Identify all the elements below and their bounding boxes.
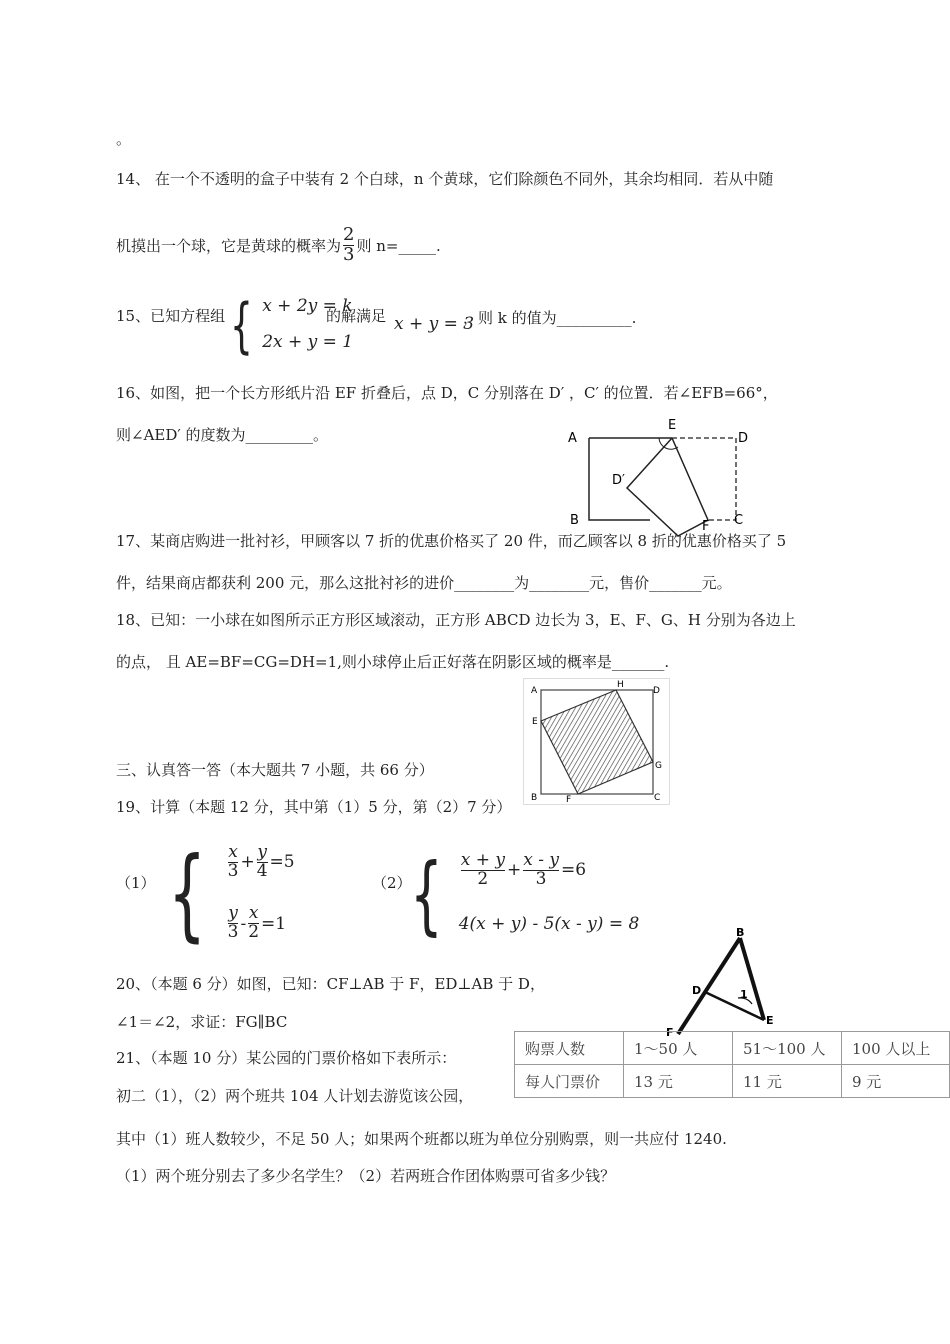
q15-suffix: ，则 k 的值为__________. (463, 309, 637, 327)
label-C: C (734, 513, 744, 528)
q14-line2 (116, 226, 441, 265)
sq-label-D: D (653, 686, 660, 696)
table-row (515, 1065, 950, 1098)
sq-label-G: G (655, 761, 662, 771)
sq-label-A: A (531, 686, 538, 696)
shaded-square-figure (523, 678, 671, 806)
q19-part1-label: （1） (116, 874, 156, 892)
label-E: E (668, 418, 677, 433)
q16-line2: 则∠AED′ 的度数为_________。 (116, 426, 329, 444)
label-B: B (570, 513, 579, 528)
sq-label-B: B (531, 793, 538, 803)
table-cell: 100 人以上 (842, 1032, 950, 1065)
q19-p2-eq2: 4(x + y) - 5(x - y) = 8 (458, 914, 640, 934)
q15-eq1: x + 2y = k (262, 296, 353, 316)
section3-heading: 三、认真答一答（本大题共 7 小题，共 66 分） (116, 761, 434, 779)
q19-part2-label: （2） (372, 874, 412, 892)
frac-den: 4 (256, 860, 268, 881)
q21-line3: 其中（1）班人数较少，不足 50 人；如果两个班都以班为单位分别购票，则一共应付 1240. (116, 1130, 727, 1148)
q21-line4: （1）两个班分别去了多少名学生？（2）若两班合作团体购票可省多少钱？ (116, 1167, 616, 1185)
q14-line2-prefix: 机摸出一个球，它是黄球的概率为 (116, 236, 342, 255)
q21-line2: 初二（1），（2）两个班共 104 人计划去游览该公园， (116, 1087, 474, 1105)
frac-den: 3 (227, 922, 239, 943)
table-cell: 9 元 (842, 1065, 950, 1098)
label-D: D (738, 431, 749, 446)
q19-p1-eq2 (226, 905, 295, 942)
tri-label-D: D (692, 984, 702, 997)
rhs: =6 (560, 860, 587, 881)
q14-line1: 14、 在一个不透明的盒子中装有 2 个白球，n 个黄球，它们除颜色不同外，其余均相同．若从中随 (116, 170, 774, 188)
tri-label-B: B (736, 926, 745, 939)
op-minus: - (240, 913, 247, 934)
frac-num: y (257, 842, 267, 862)
frac-den: 2 (248, 922, 260, 943)
frac-den: 3 (535, 868, 547, 889)
label-A: A (568, 431, 577, 446)
q19-p1-eq1 (226, 844, 295, 881)
q19-p2-eq1 (459, 852, 640, 889)
q16-line1: 16、如图，把一个长方形纸片沿 EF 折叠后，点 D，C 分别落在 D′ ，C′ 的位置．若∠EFB=66°， (116, 384, 778, 402)
op-plus: + (240, 852, 255, 873)
table-cell: 购票人数 (515, 1032, 624, 1065)
frac-num: x + y (460, 850, 505, 870)
q17-line2: 件，结果商店都获利 200 元，那么这批衬衫的进价________为________元，售价_______元。 (116, 574, 732, 592)
table-cell: 1～50 人 (624, 1032, 733, 1065)
q21-line1: 21、（本题 10 分）某公园的门票价格如下表所示： (116, 1049, 457, 1067)
q19-brace2: { (410, 845, 443, 945)
q17-line1: 17、某商店购进一批衬衫，甲顾客以 7 折的优惠价格买了 20 件，而乙顾客以 8 折的优惠价格买了 5 (116, 532, 787, 550)
sq-label-E: E (532, 717, 538, 727)
fold-rectangle-figure (562, 412, 762, 542)
q15-brace: { (230, 291, 253, 361)
q19-title: 19、计算（本题 12 分，其中第（1）5 分，第（2）7 分） (116, 798, 512, 816)
table-cell: 13 元 (624, 1065, 733, 1098)
q19-system2 (410, 845, 640, 945)
tri-label-F: F (666, 1026, 674, 1039)
table-cell: 每人门票价 (515, 1065, 624, 1098)
q19-system1 (168, 835, 295, 952)
op-plus: + (506, 860, 522, 881)
top-mark: 。 (116, 130, 132, 148)
ticket-price-table (514, 1031, 950, 1098)
frac-den: 2 (477, 868, 489, 889)
q18-line1: 18、已知：一小球在如图所示正方形区域滚动，正方形 ABCD 边长为 3，E、F、G、H 分别为各边上 (116, 611, 796, 629)
tri-label-E: E (766, 1014, 774, 1027)
table-cell: 51～100 人 (733, 1032, 842, 1065)
label-D-prime: D′ (612, 473, 625, 488)
rhs: =5 (269, 852, 295, 873)
q19-brace1: { (168, 835, 207, 952)
frac-num: x (248, 903, 259, 924)
frac-num: y (228, 903, 238, 924)
q15-middle: 的解满足 (326, 307, 387, 325)
q15-condition: x + y = 3 (394, 314, 475, 334)
table-cell: 11 元 (733, 1065, 842, 1098)
rhs: =1 (261, 913, 287, 934)
triangle-figure (660, 922, 790, 1040)
table-row (515, 1032, 950, 1065)
sq-label-F: F (566, 795, 572, 805)
frac-num: x - y (523, 850, 559, 870)
sq-label-H: H (617, 680, 624, 690)
frac-den: 3 (227, 860, 239, 881)
q20-line1: 20、（本题 6 分）如图，已知：CF⊥AB 于 F，ED⊥AB 于 D， (116, 975, 545, 993)
sq-label-C: C (654, 793, 661, 803)
q15-eq2: 2x + y = 1 (262, 332, 354, 352)
q14-prob-num: 2 (343, 224, 355, 245)
q15-prefix: 15、已知方程组 (116, 307, 226, 325)
q14-probability (343, 226, 354, 265)
label-F: F (702, 519, 710, 534)
q14-prob-den: 3 (343, 243, 355, 265)
q20-line2: ∠1＝∠2，求证：FG∥BC (116, 1013, 288, 1031)
q14-line2-suffix: 则 n=_____. (356, 236, 441, 255)
tri-label-1: 1 (740, 988, 748, 1001)
q18-line2: 的点， 且 AE=BF=CG=DH=1,则小球停止后正好落在阴影区域的概率是_______. (116, 653, 670, 671)
frac-num: x (228, 842, 238, 862)
